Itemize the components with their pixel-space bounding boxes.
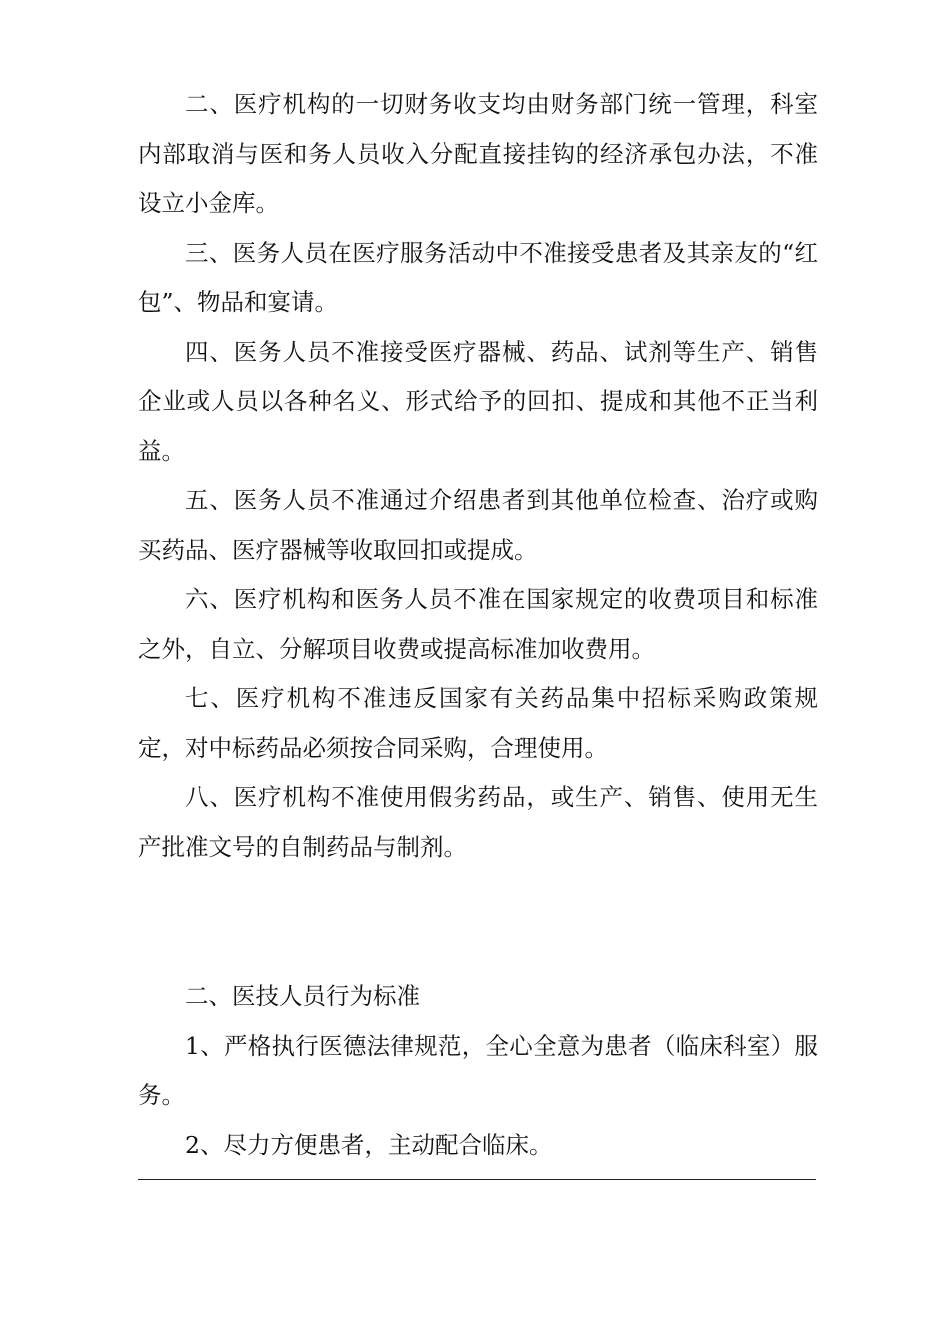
paragraph-finance: 二、医疗机构的一切财务收支均由财务部门统一管理，科室内部取消与医和务人员收入分配直接挂钩的经济承包办法，不准设立小金库。 (138, 90, 818, 217)
section-heading: 二、医技人员行为标准 (185, 982, 420, 1010)
paragraph-counterfeit-drugs: 八、医疗机构不准使用假劣药品，或生产、销售、使用无生产批准文号的自制药品与制剂。 (138, 783, 818, 861)
document-body (138, 80, 818, 1170)
paragraph-kickback: 四、医务人员不准接受医疗器械、药品、试剂等生产、销售企业或人员以各种名义、形式给予的回扣、提成和其他不正当利益。 (138, 337, 818, 465)
paragraph-red-envelope: 三、医务人员在医疗服务活动中不准接受患者及其亲友的“红包”、物品和宴请。 (138, 238, 818, 316)
paragraph-standard-2: 2、尽力方便患者，主动配合临床。 (185, 1130, 553, 1159)
paragraph-standard-1: 1、严格执行医德法律规范，全心全意为患者（临床科室）服务。 (138, 1031, 818, 1109)
paragraph-fees: 六、医疗机构和医务人员不准在国家规定的收费项目和标准之外，自立、分解项目收费或提高标准加收费用。 (138, 585, 818, 663)
footer-divider (138, 1179, 816, 1180)
section-spacer (138, 872, 818, 972)
paragraph-procurement: 七、医疗机构不准违反国家有关药品集中招标采购政策规定，对中标药品必须按合同采购，合理使用。 (138, 684, 818, 762)
paragraph-referral: 五、医务人员不准通过介绍患者到其他单位检查、治疗或购买药品、医疗器械等收取回扣或提成。 (138, 486, 818, 564)
